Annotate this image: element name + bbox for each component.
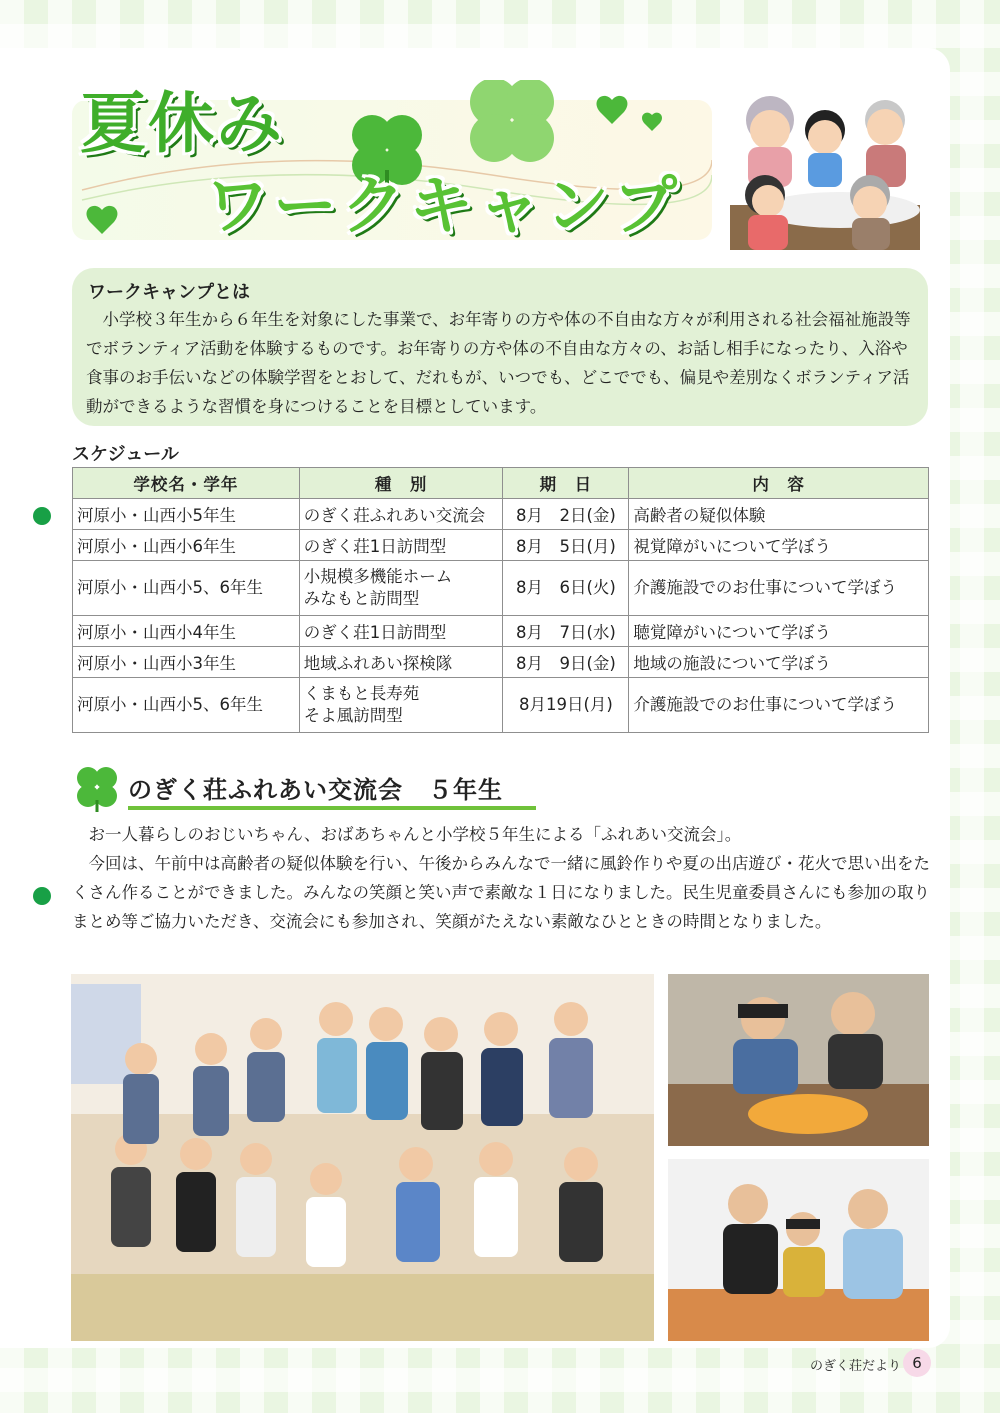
school-cell-text: 河原小・山西小3年生 [77,654,236,673]
date-cell-text: 8月 6日(火) [515,578,616,597]
type-cell-text: 小規模多機能ホーム [303,567,453,586]
school-cell-text: 河原小・山西小4年生 [77,623,236,642]
date-cell-text: 8月 7日(水) [515,623,616,642]
date-cell-text: 8月19日(月) [518,695,613,714]
type-cell-text: のぎく荘ふれあい交流会 [303,506,486,525]
group-photo [71,974,654,1341]
type-cell-text: そよ風訪問型 [303,706,403,725]
date-cell [503,530,629,561]
section-body [72,820,932,936]
date-cell [503,678,629,733]
column-header: 種 別 [299,468,503,499]
table-row [73,616,929,647]
type-cell-text: 地域ふれあい探検隊 [303,654,453,673]
section-heading: のぎく荘ふれあい交流会 ５年生 [128,776,503,804]
content-cell [629,616,929,647]
content-cell-text: 介護施設でのお仕事について学ぼう [633,578,898,597]
title-line-1: 夏休み [80,85,284,162]
schedule-table [72,467,929,733]
table-row [73,647,929,678]
type-cell [299,647,503,678]
school-cell [73,616,300,647]
table-row [73,499,929,530]
column-header: 期 日 [503,468,629,499]
type-cell-text: くまもと長寿苑 [303,684,420,703]
illustration-elders-children [730,85,920,250]
content-cell [629,499,929,530]
title-line-2: ワークキャンプ [205,170,681,244]
content-cell-text: 高齢者の疑似体験 [633,506,766,525]
activity-photo-1 [668,974,929,1146]
school-cell [73,561,300,616]
type-cell [299,499,503,530]
type-cell-text: のぎく荘1日訪問型 [303,623,447,642]
schedule-heading: スケジュール [72,444,179,465]
school-cell-text: 河原小・山西小6年生 [77,537,236,556]
publication-name: のぎく荘だより [810,1359,902,1374]
content-cell-text: 地域の施設について学ぼう [633,654,832,673]
school-cell [73,678,300,733]
page-number: 6 [903,1349,931,1377]
date-cell [503,499,629,530]
type-cell [299,530,503,561]
school-cell-text: 河原小・山西小5、6年生 [77,578,263,597]
school-cell [73,647,300,678]
date-cell [503,647,629,678]
content-cell-text: 視覚障がいについて学ぼう [633,537,832,556]
content-cell-text: 介護施設でのお仕事について学ぼう [633,695,898,714]
date-cell-text: 8月 5日(月) [515,537,616,556]
date-cell-text: 8月 9日(金) [515,654,616,673]
date-cell [503,616,629,647]
bullet-dot-icon [33,507,51,525]
table-row [73,678,929,733]
column-header: 内 容 [629,468,929,499]
clover-icon [72,762,122,812]
content-cell [629,530,929,561]
type-cell-text: みなもと訪問型 [303,589,420,608]
schedule-header-row [73,468,929,499]
school-cell [73,499,300,530]
type-cell-text: のぎく荘1日訪問型 [303,537,447,556]
content-cell [629,678,929,733]
content-cell [629,561,929,616]
table-row [73,561,929,616]
school-cell [73,530,300,561]
intro-body: 小学校３年生から６年生を対象にした事業で、お年寄りの方や体の不自由な方々が利用される社会福祉施設等でボランティア活動を体験するものです。お年寄りの方や体の不自由な方々の、お話し相手になったり、入浴や食事のお手伝いなどの体験学習をとおして、だれもが、いつでも、どこででも、偏見や差別なくボランティア活動ができるような習慣を身につけることを目標としています。 [86,310,911,416]
section-paragraph: 今回は、午前中は高齢者の疑似体験を行い、午後からみんなで一緒に風鈴作りや夏の出店遊び・花火で思い出をたくさん作ることができました。みんなの笑顔と笑い声で素敵な１日になりました。民生児童委員さんにも参加の取りまとめ等ご協力いただき、交流会にも参加され、笑顔がたえない素敵なひとときの時間となりました。 [72,854,930,931]
content-cell-text: 聴覚障がいについて学ぼう [633,623,832,642]
column-header: 学校名・学年 [73,468,300,499]
section-paragraph: お一人暮らしのおじいちゃん、おばあちゃんと小学校５年生による「ふれあい交流会」。 [88,825,742,844]
school-cell-text: 河原小・山西小5年生 [77,506,236,525]
bullet-dot-icon [33,887,51,905]
date-cell-text: 8月 2日(金) [515,506,616,525]
type-cell [299,616,503,647]
table-row [73,530,929,561]
activity-photo-2 [668,1159,929,1341]
intro-heading: ワークキャンプとは [88,282,250,303]
date-cell [503,561,629,616]
section-heading-underline [128,806,536,810]
school-cell-text: 河原小・山西小5、6年生 [77,695,263,714]
type-cell [299,678,503,733]
content-cell [629,647,929,678]
type-cell [299,561,503,616]
